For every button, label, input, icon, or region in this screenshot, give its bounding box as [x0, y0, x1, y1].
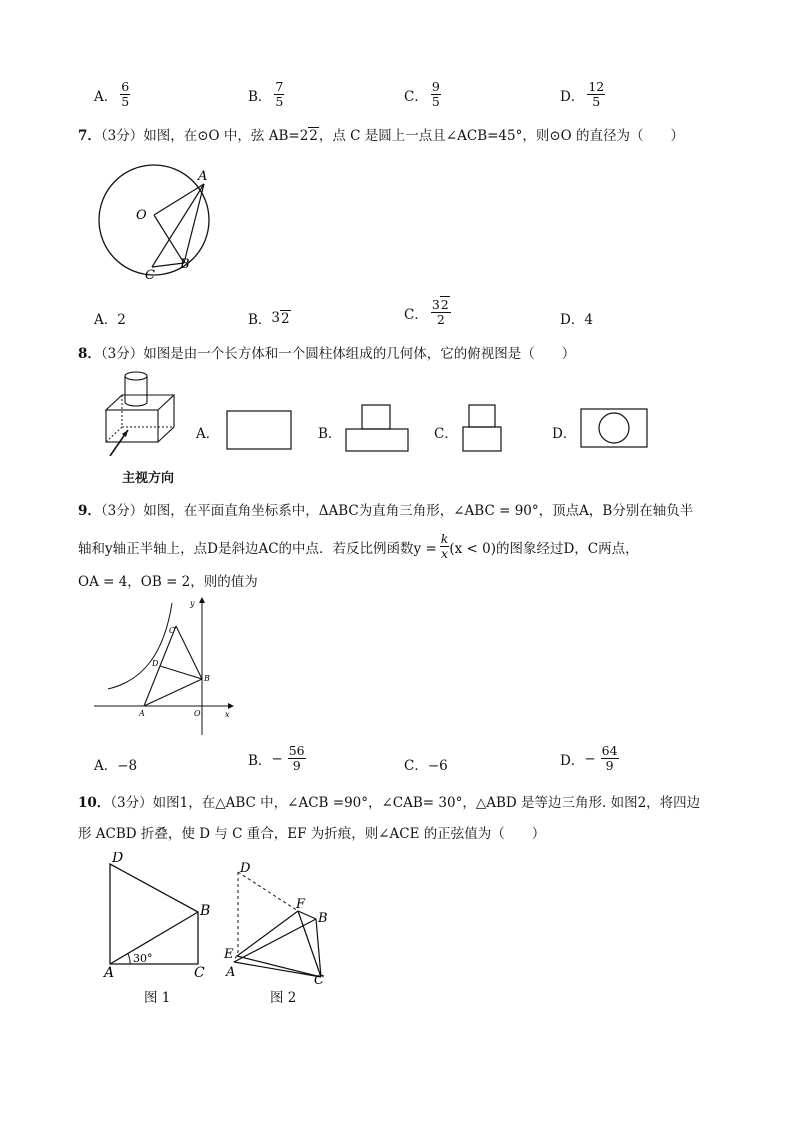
- q7-option-d: D．4: [560, 312, 593, 328]
- q9-label-x: x: [225, 710, 230, 719]
- q7-label-c: C: [145, 268, 155, 283]
- q8-box-top: [106, 395, 174, 410]
- q10-fig1-label-d: D: [112, 852, 124, 866]
- q10-fig2-label-d: D: [240, 861, 251, 876]
- q10-number: 10．: [78, 795, 111, 811]
- q7-circle-figure: [92, 158, 222, 284]
- q9-coordinate-figure: [92, 595, 242, 740]
- q7-sqrt: 2: [309, 128, 318, 144]
- q10-fig1-label-b: B: [200, 903, 211, 919]
- q7-option-b: B． 3 2: [248, 310, 290, 328]
- q6-option-b: B． $\frac{7}{5}$: [248, 79, 284, 109]
- q10-fig1-segment-ab: [110, 912, 198, 964]
- q9-segment-db: [160, 666, 202, 679]
- q7-segment-oa: [154, 184, 204, 215]
- q10-fig2-label-b: B: [318, 911, 328, 926]
- q7-option-c: C． $\frac{32}{2}$: [404, 297, 449, 327]
- q6-option-d: D． $\frac{12}{5}$: [560, 79, 605, 109]
- q9-option-a: A．−8: [94, 758, 138, 774]
- q10-stem-line2: 形 ACBD 折叠，使 D 与 C 重合，EF 为折痕，则∠ACE 的正弦值为（ ）: [78, 826, 546, 842]
- q10-fig1-label-a: A: [104, 965, 115, 980]
- q9-option-c: C．−6: [404, 758, 448, 774]
- q9-label-b: B: [204, 674, 210, 683]
- q8-option-b-label: B．: [318, 426, 342, 442]
- q10-fig2-segment-ab: [234, 919, 316, 962]
- q9-hyperbola: [108, 603, 172, 689]
- q7-stem: 7．（3分）如图，在⊙O 中，弦 AB=22，点 C 是圆上一点且∠ACB=45°，则⊙O 的直径为（ ）: [78, 128, 685, 144]
- q10-figure-2: [222, 858, 340, 986]
- q7-option-c-fraction: $\frac{32}{2}$: [431, 297, 449, 327]
- q6-option-c-fraction: $\frac{9}{5}$: [431, 79, 440, 109]
- q9-k-over-x: $\frac{k}{x}$: [440, 531, 449, 561]
- q10-caption-1: 图 1: [144, 990, 171, 1006]
- q9-option-b-fraction: $\frac{56}{9}$: [288, 743, 305, 773]
- q10-fig2-label-a: A: [226, 965, 236, 980]
- q9-stem-line1: 9．（3分）如图，在平面直角坐标系中，ΔABC为直角三角形，∠ABC = 90°，顶点A，B分别在轴负半: [78, 503, 694, 519]
- q9-stem-line2: 轴和y轴正半轴上，点D是斜边AC的中点．若反比例函数y = $\frac{k}{x}$ (x < 0)的图象经过D，C两点，: [78, 531, 639, 561]
- q9-label-o: O: [194, 709, 201, 718]
- q8-box-front: [106, 410, 158, 442]
- q6-option-d-fraction: $\frac{12}{5}$: [588, 79, 605, 109]
- q9-label-d: D: [152, 659, 159, 668]
- q10-fig2-label-e: E: [224, 947, 234, 962]
- q10-fig2-label-c: C: [314, 973, 324, 986]
- q8-option-d-figure: [580, 408, 650, 450]
- q7-segment-ab: [184, 184, 204, 263]
- q10-fig1-label-c: C: [194, 965, 205, 980]
- q9-option-d-fraction: $\frac{64}{9}$: [601, 743, 618, 773]
- q10-fig2-segment-ec: [237, 956, 321, 977]
- q8-stem: 8．（3分）如图是由一个长方体和一个圆柱体组成的几何体，它的俯视图是（ ）: [78, 346, 576, 362]
- q6-option-a-fraction: $\frac{6}{5}$: [121, 79, 130, 109]
- q10-fig2-label-f: F: [296, 897, 306, 912]
- q8-caption: 主视方向: [122, 471, 175, 486]
- q9-segment-cb: [176, 626, 202, 679]
- q8-cylinder-top: [125, 372, 147, 380]
- q8-option-c-label: C．: [434, 426, 458, 442]
- q7-label-o: O: [136, 208, 147, 223]
- q9-stem-line3: OA = 4，OB = 2，则的值为: [78, 574, 258, 590]
- q9-label-a: A: [139, 709, 145, 718]
- q10-caption-2: 图 2: [270, 990, 297, 1006]
- q7-number: 7．: [78, 128, 101, 144]
- q7-label-a: A: [198, 169, 208, 184]
- q6-option-a: A． $\frac{6}{5}$: [94, 79, 130, 109]
- q8-option-a-label: A．: [196, 426, 220, 442]
- q8-number: 8．: [78, 346, 101, 362]
- q6-option-b-fraction: $\frac{7}{5}$: [275, 79, 284, 109]
- q7-label-b: B: [180, 257, 190, 272]
- q9-label-c: C: [169, 626, 176, 635]
- q7-option-a: A．2: [94, 312, 126, 328]
- q9-number: 9．: [78, 503, 101, 519]
- q8-option-a-figure: [226, 410, 294, 452]
- q8-option-b-figure: [344, 403, 410, 453]
- q10-figure-1: [100, 852, 220, 980]
- q10-fig1-angle-label: 30°: [133, 952, 153, 965]
- q8-solid-figure: [98, 366, 184, 456]
- q7-circle: [99, 165, 209, 275]
- q8-option-c-figure: [461, 403, 505, 453]
- q9-option-b: B． − $\frac{56}{9}$: [248, 743, 305, 773]
- q10-stem-line1: 10．（3分）如图1，在△ABC 中，∠ACB =90°，∠CAB= 30°，△ABD 是等边三角形. 如图2，将四边: [78, 795, 701, 811]
- q9-label-y: y: [190, 599, 195, 608]
- q6-option-c: C． $\frac{9}{5}$: [404, 79, 440, 109]
- q9-option-d: D． − $\frac{64}{9}$: [560, 743, 618, 773]
- q10-fig2-segment-ac: [234, 962, 321, 977]
- q8-option-d-label: D．: [552, 426, 577, 442]
